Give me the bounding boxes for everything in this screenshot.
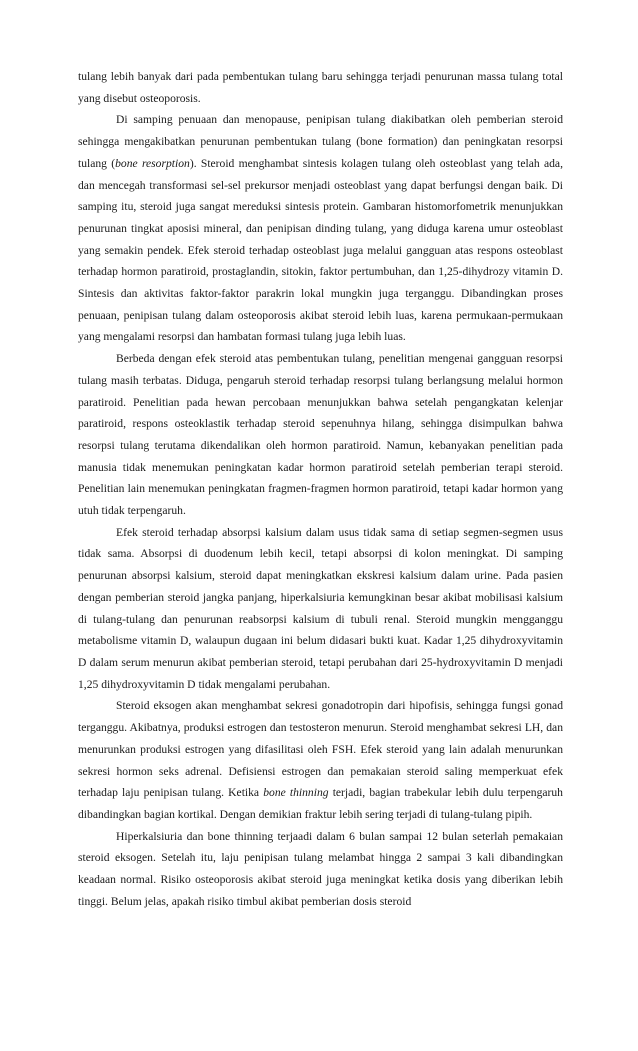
paragraph-2 [78, 109, 563, 348]
paragraph-5-italic-term: bone thinning [263, 786, 329, 800]
body-text [78, 66, 563, 912]
paragraph-5 [78, 695, 563, 825]
paragraph-4-text: Efek steroid terhadap absorpsi kalsium dalam usus tidak sama di setiap segmen-segmen usus tidak sama. Absorpsi di duodenum lebih kecil, tetapi absorpsi di kolon meningkat. Di samping penurunan absorpsi kalsium, steroid dapat meningkatkan ekskresi kalsium dalam urine. Pada pasien dengan pemberian steroid jangka panjang, hiperkalsiuria kemungkinan besar akibat mobilisasi kalsium di tulang-tulang dan penurunan reabsorpsi kalsium di tubuli renal. Steroid mungkin mengganggu metabolisme vitamin D, walaupun dugaan ini belum didasari bukti kuat. Kadar 1,25 dihydroxyvitamin D dalam serum menurun akibat pemberian steroid, tetapi perubahan dari 25-hydroxyvitamin D menjadi 1,25 dihydroxyvitamin D tidak mengalami perubahan. [78, 525, 563, 691]
paragraph-2-text-a: Di samping penuaan dan menopause, penipisan tulang diakibatkan oleh pemberian steroid sehingga mengakibatkan penurunan pembentukan tulang (bone formation) dan peningkatan resorpsi tulang ( [78, 113, 563, 170]
paragraph-4 [78, 522, 563, 696]
paragraph-1-text: tulang lebih banyak dari pada pembentukan tulang baru sehingga terjadi penurunan massa tulang total yang disebut osteoporosis. [78, 70, 563, 105]
paragraph-6-text: Hiperkalsiuria dan bone thinning terjaadi dalam 6 bulan sampai 12 bulan seterlah pemakaian steroid eksogen. Setelah itu, laju penipisan tulang melambat hingga 2 sampai 3 kali dibandingkan keadaan normal. Risiko osteoporosis akibat steroid juga meningkat ketika dosis yang diberikan lebih tinggi. Belum jelas, apakah risiko timbul akibat pemberian dosis steroid [78, 829, 563, 908]
paragraph-6 [78, 826, 563, 913]
paragraph-1 [78, 66, 563, 109]
paragraph-2-italic-term: bone resorption [115, 156, 190, 170]
paragraph-5-text-a: Steroid eksogen akan menghambat sekresi gonadotropin dari hipofisis, sehingga fungsi gonad terganggu. Akibatnya, produksi estrogen dan testosteron menurun. Steroid menghambat sekresi LH, dan menurunkan produksi estrogen yang difasilitasi oleh FSH. Efek steroid yang lain adalah menurunkan sekresi hormon seks adrenal. Defisiensi estrogen dan pemakaian steroid saling memperkuat efek terhadap laju penipisan tulang. Ketika [78, 699, 563, 800]
paragraph-3 [78, 348, 563, 522]
paragraph-3-text: Berbeda dengan efek steroid atas pembentukan tulang, penelitian mengenai gangguan resorpsi tulang masih terbatas. Diduga, pengaruh steroid terhadap resorpsi tulang berlangsung melalui hormon paratiroid. Penelitian pada hewan percobaan menunjukkan bahwa setelah pengangkatan kelenjar paratiroid, respons osteoklastik terhadap steroid sepenuhnya hilang, sehingga disimpulkan bahwa resorpsi tulang terutama dikendalikan oleh hormon paratiroid. Namun, kebanyakan penelitian pada manusia tidak menemukan peningkatan kadar hormon paratiroid setelah pemberian terapi steroid. Penelitian lain menemukan peningkatan fragmen-fragmen hormon paratiroid, tetapi kadar hormon yang utuh tidak terpengaruh. [78, 352, 563, 518]
paragraph-5-text-b: terjadi, bagian trabekular lebih dulu terpengaruh dibandingkan bagian kortikal. Dengan demikian fraktur lebih sering terjadi di tulang-tulang pipih. [78, 786, 563, 821]
paragraph-2-text-b: ). Steroid menghambat sintesis kolagen tulang oleh osteoblast yang telah ada, dan mencegah transformasi sel-sel prekursor menjadi osteoblast yang dapat berfungsi dengan baik. Di samping itu, steroid juga sangat mereduksi sintesis protein. Gambaran histomorfometrik menunjukkan penurunan tingkat aposisi mineral, dan penipisan dinding tulang, yang diduga karena umur osteoblast yang semakin pendek. Efek steroid terhadap osteoblast juga melalui gangguan atas respons osteoblast terhadap hormon paratiroid, prostaglandin, sitokin, faktor pertumbuhan, dan 1,25-dihydrozy vitamin D. Sintesis dan aktivitas faktor-faktor parakrin lokal mungkin juga terganggu. Dibandingkan proses penuaan, penipisan tulang dalam osteoporosis akibat steroid lebih luas, karena permukaan-permukaan yang mengalami resorpsi dan hambatan formasi tulang juga lebih luas. [78, 156, 563, 344]
